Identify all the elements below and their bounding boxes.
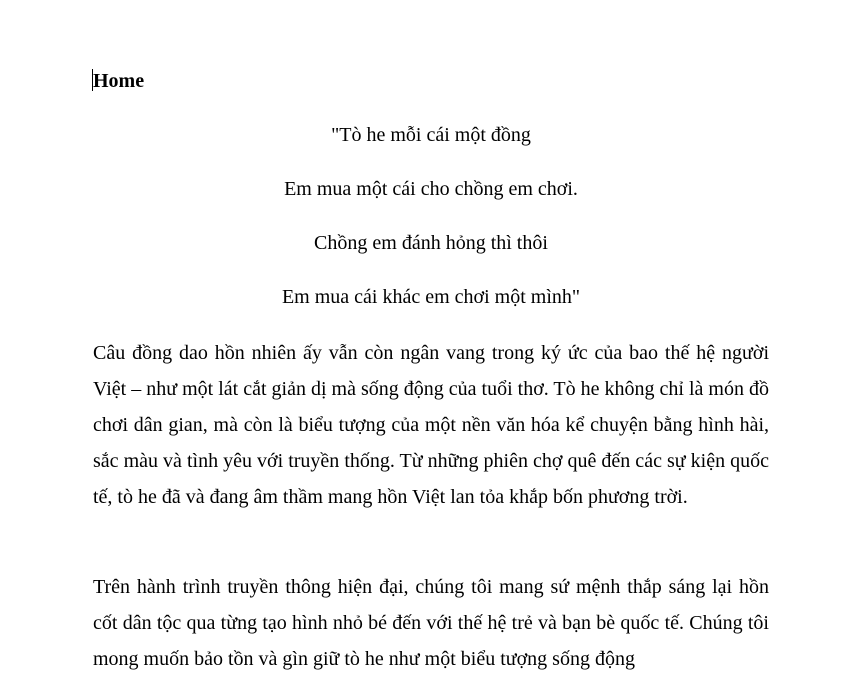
- poem-block: [93, 120, 769, 336]
- poem-line: "Tò he mỗi cái một đồng: [331, 124, 531, 146]
- body-paragraph: Trên hành trình truyền thông hiện đại, chúng tôi mang sứ mệnh thắp sáng lại hồn cốt dân tộc qua từng tạo hình nhỏ bé đến với thế hệ trẻ và bạn bè quốc tế. Chúng tôi mong muốn bảo tồn và gìn giữ tò he như một biểu tượng sống động: [93, 576, 769, 670]
- poem-line: Chồng em đánh hỏng thì thôi: [314, 232, 548, 254]
- poem-line: Em mua cái khác em chơi một mình": [281, 286, 581, 308]
- page-heading[interactable]: Home: [93, 70, 145, 92]
- body-paragraph: Câu đồng dao hồn nhiên ấy vẫn còn ngân vang trong ký ức của bao thế hệ người Việt – như một lát cắt giản dị mà sống động của tuổi thơ. Tò he không chỉ là món đồ chơi dân gian, mà còn là biểu tượng của một nền văn hóa kể chuyện bằng hình hài, sắc màu và tình yêu với truyền thống. Từ những phiên chợ quê đến các sự kiện quốc tế, tò he đã và đang âm thầm mang hồn Việt lan tỏa khắp bốn phương trời.: [93, 342, 769, 508]
- poem-line: Em mua một cái cho chồng em chơi.: [284, 178, 578, 200]
